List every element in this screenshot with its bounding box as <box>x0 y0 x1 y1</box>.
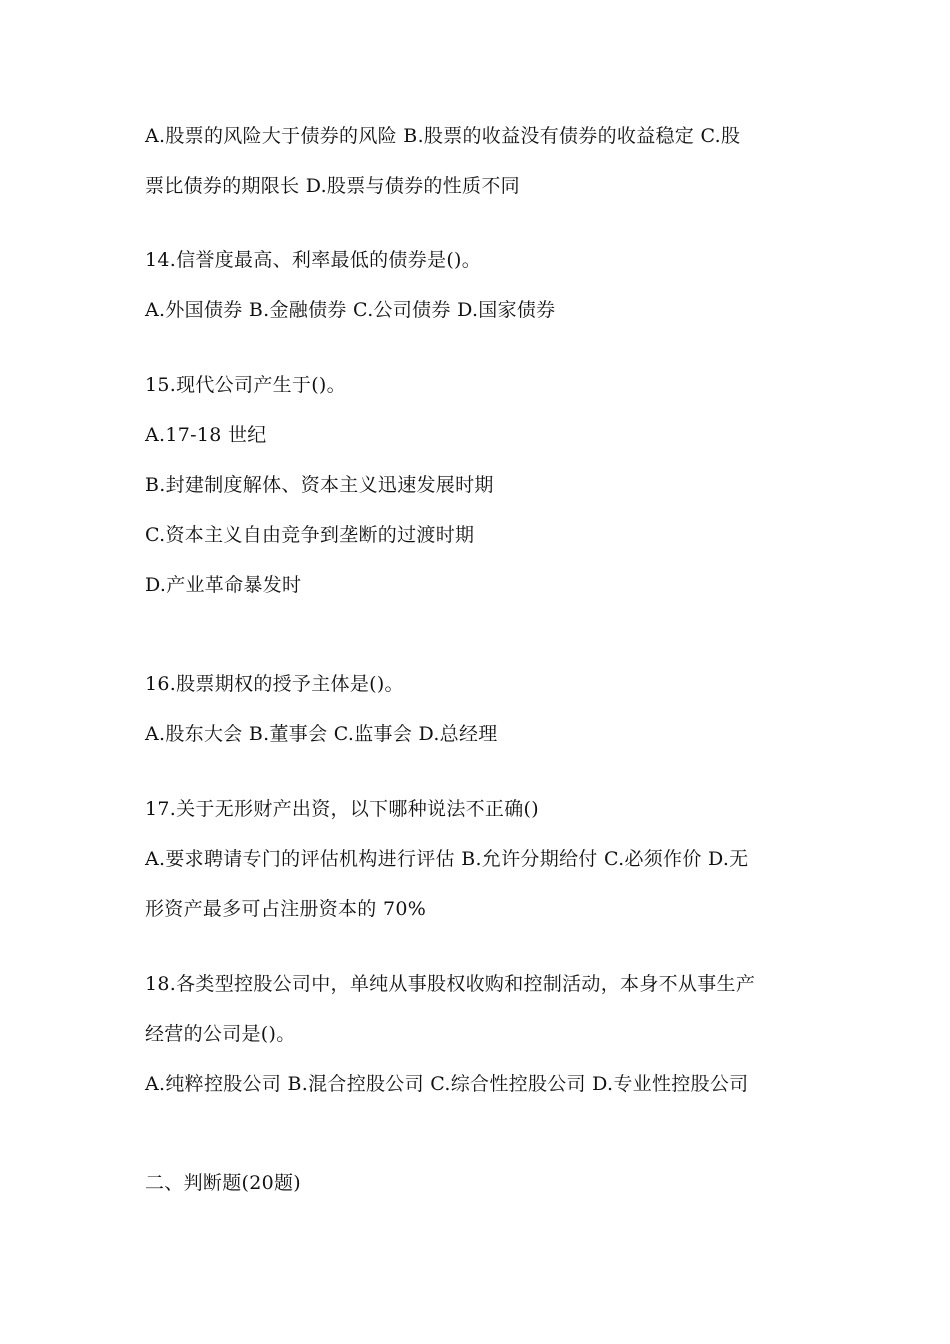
q13-options-line-1: A.股票的风险大于债券的风险 B.股票的收益没有债券的收益稳定 C.股 <box>145 125 741 147</box>
q15-option-d: D.产业革命暴发时 <box>145 574 302 596</box>
q14-options: A.外国债券 B.金融债券 C.公司债券 D.国家债券 <box>145 299 556 321</box>
q13-options-line-2: 票比债券的期限长 D.股票与债券的性质不同 <box>145 175 520 197</box>
q16-options: A.股东大会 B.董事会 C.监事会 D.总经理 <box>145 723 498 745</box>
q15-question: 15.现代公司产生于()。 <box>145 374 346 396</box>
q17-options-line-1: A.要求聘请专门的评估机构进行评估 B.允许分期给付 C.必须作价 D.无 <box>145 848 749 870</box>
q18-question-line-2: 经营的公司是()。 <box>145 1023 296 1045</box>
q15-option-b: B.封建制度解体、资本主义迅速发展时期 <box>145 474 494 496</box>
q17-question: 17.关于无形财产出资，以下哪种说法不正确() <box>145 798 539 820</box>
section-heading-true-false: 二、判断题(20题) <box>145 1172 302 1194</box>
q17-options-line-2: 形资产最多可占注册资本的 70% <box>145 898 427 920</box>
q16-question: 16.股票期权的授予主体是()。 <box>145 673 404 695</box>
q18-options: A.纯粹控股公司 B.混合控股公司 C.综合性控股公司 D.专业性控股公司 <box>145 1073 749 1095</box>
q14-question: 14.信誉度最高、利率最低的债券是()。 <box>145 249 482 271</box>
q18-question-line-1: 18.各类型控股公司中，单纯从事股权收购和控制活动，本身不从事生产 <box>145 973 756 995</box>
q15-option-a: A.17-18 世纪 <box>145 424 267 446</box>
q15-option-c: C.资本主义自由竞争到垄断的过渡时期 <box>145 524 475 546</box>
